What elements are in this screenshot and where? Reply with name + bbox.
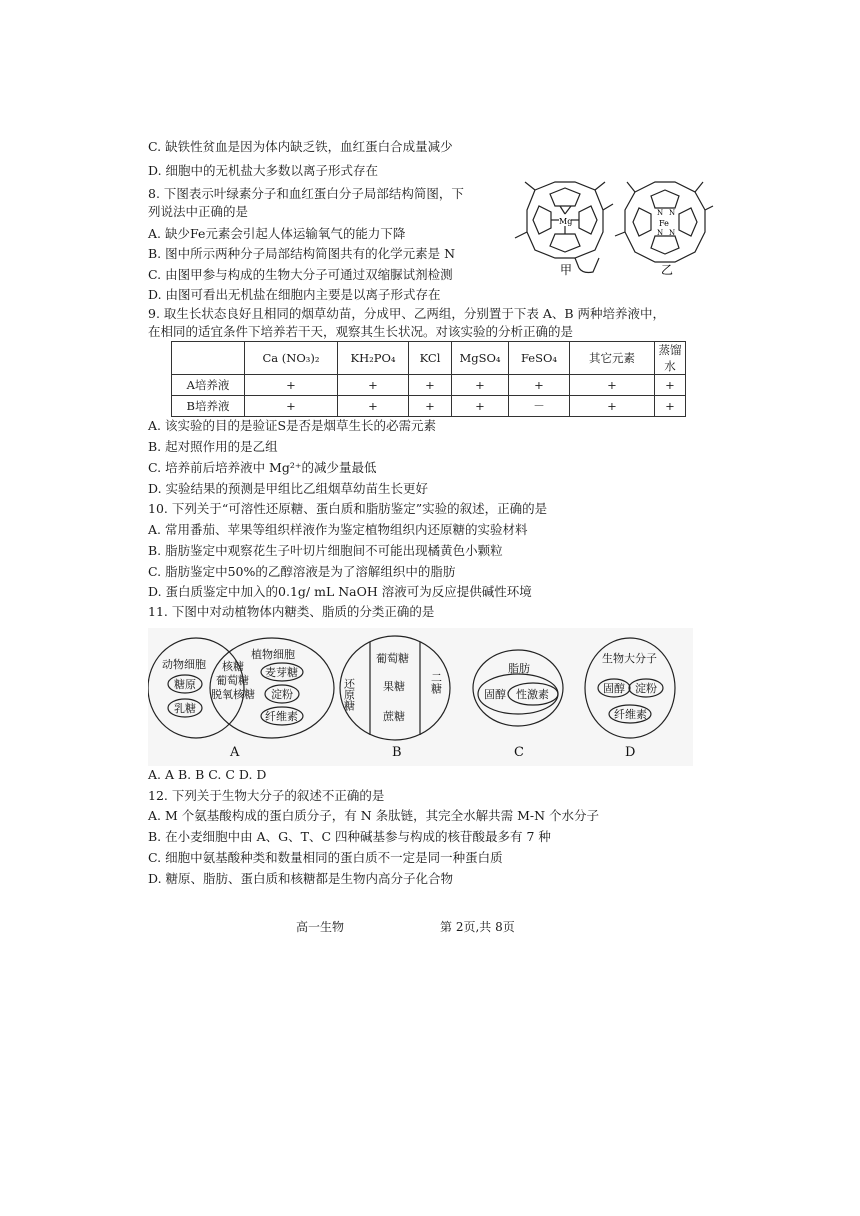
option-line: C. 缺铁性贫血是因为体内缺乏铁，血红蛋白合成量减少 (148, 139, 453, 154)
overlap-item: 葡萄糖 (216, 674, 249, 687)
q12-option-b: B. 在小麦细胞中由 A、G、T、C 四种碱基参与构成的核苷酸最多有 7 种 (148, 829, 551, 844)
nutrient-table (171, 341, 686, 417)
question-11-stem: 11. 下图中对动植物体内糖类、脂质的分类正确的是 (148, 604, 435, 619)
table-header-cell: MgSO₄ (452, 342, 509, 375)
diagram-letter: C (514, 745, 524, 760)
question-9-stem-cont: 在相同的适宜条件下培养若干天，观察其生长状况。对该实验的分析正确的是 (148, 324, 574, 339)
table-cell: + (338, 396, 409, 417)
table-cell: + (570, 375, 655, 396)
d-item: 固醇 (603, 682, 625, 695)
q8-option-a: A. 缺少Fe元素会引起人体运输氧气的能力下降 (148, 226, 406, 241)
animal-item: 乳糖 (174, 702, 196, 715)
label-plant-cell: 植物细胞 (251, 648, 295, 661)
label-macromolecule: 生物大分子 (602, 652, 657, 665)
q12-option-c: C. 细胞中氨基酸种类和数量相同的蛋白质不一定是同一种蛋白质 (148, 850, 503, 865)
table-header-cell: FeSO₄ (509, 342, 570, 375)
table-header-cell: KH₂PO₄ (338, 342, 409, 375)
b-item: 果糖 (383, 680, 405, 693)
label-fat: 脂肪 (508, 662, 530, 675)
label-sex-hormone: 性激素 (516, 688, 549, 701)
q12-option-a: A. M 个氨基酸构成的蛋白质分子，有 N 条肽链，其完全水解共需 M-N 个水分子 (148, 808, 600, 823)
q10-option-c: C. 脂肪鉴定中50%的乙醇溶液是为了溶解组织中的脂肪 (148, 564, 456, 579)
b-item: 葡萄糖 (376, 652, 409, 665)
q8-option-b: B. 图中所示两种分子局部结构简图共有的化学元素是 N (148, 246, 456, 261)
q9-option-a: A. 该实验的目的是验证S是否是烟草生长的必需元素 (148, 418, 437, 433)
q9-option-b: B. 起对照作用的是乙组 (148, 439, 278, 454)
b-item: 蔗糖 (383, 710, 405, 723)
table-row (172, 396, 686, 417)
table-header-row (172, 342, 686, 375)
table-cell: + (570, 396, 655, 417)
chlorophyll-structure (515, 182, 613, 273)
table-cell: A培养液 (172, 375, 245, 396)
overlap-item: 脱氧核糖 (211, 688, 255, 701)
animal-item: 糖原 (174, 678, 196, 691)
footer-page-number: 第 2页,共 8页 (440, 920, 515, 934)
table-cell: + (338, 375, 409, 396)
label-jia: 甲 (560, 263, 573, 277)
diagram-letter: B (392, 745, 402, 760)
table-header-cell: 蒸馏水 (655, 342, 686, 375)
q11-options: A. A B. B C. C D. D (148, 767, 267, 782)
table-cell: + (452, 375, 509, 396)
table-cell: + (245, 396, 338, 417)
table-cell: + (452, 396, 509, 417)
q8-option-d: D. 由图可看出无机盐在细胞内主要是以离子形式存在 (148, 287, 441, 302)
label-reducing-sugar: 还原糖 (342, 678, 356, 711)
label-animal-cell: 动物细胞 (162, 658, 206, 671)
table-header-cell: 其它元素 (570, 342, 655, 375)
mg-atom: Mg (559, 217, 573, 226)
table-cell: + (655, 396, 686, 417)
plant-item: 纤维素 (265, 710, 298, 723)
table-cell: B培养液 (172, 396, 245, 417)
n-atom: N (669, 229, 676, 237)
n-atom: N (657, 229, 664, 237)
q10-option-d: D. 蛋白质鉴定中加入的0.1g/ mL NaOH 溶液可为反应提供碱性环境 (148, 584, 532, 599)
d-item: 纤维素 (614, 708, 647, 721)
question-8-stem: 8. 下图表示叶绿素分子和血红蛋白分子局部结构简图，下 (148, 186, 464, 201)
table-cell: + (655, 375, 686, 396)
overlap-item: 核糖 (222, 660, 244, 673)
q9-option-d: D. 实验结果的预测是甲组比乙组烟草幼苗生长更好 (148, 481, 429, 496)
question-12-stem: 12. 下列关于生物大分子的叙述不正确的是 (148, 788, 385, 803)
table-cell: + (409, 375, 452, 396)
classification-diagrams (148, 628, 693, 766)
question-8-stem-cont: 列说法中正确的是 (148, 204, 249, 219)
q12-option-d: D. 糖原、脂肪、蛋白质和核糖都是生物内高分子化合物 (148, 871, 454, 886)
label-sterol: 固醇 (484, 688, 506, 701)
table-cell: + (509, 375, 570, 396)
table-header-cell: Ca (NO₃)₂ (245, 342, 338, 375)
table-header-cell (172, 342, 245, 375)
n-atom: N (669, 209, 676, 217)
footer-subject: 高一生物 (296, 920, 345, 934)
question-9-stem: 9. 取生长状态良好且相同的烟草幼苗，分成甲、乙两组，分别置于下表 A、B 两种培养液中， (148, 306, 666, 321)
plant-item: 淀粉 (271, 688, 293, 701)
plant-item: 麦芽糖 (265, 666, 298, 679)
option-line: D. 细胞中的无机盐大多数以离子形式存在 (148, 163, 379, 178)
table-cell: + (409, 396, 452, 417)
table-header-cell: KCl (409, 342, 452, 375)
d-item: 淀粉 (635, 682, 657, 695)
diagram-letter: D (625, 745, 636, 760)
n-atom: N (657, 209, 664, 217)
fe-atom: Fe (659, 219, 669, 228)
table-cell: + (245, 375, 338, 396)
table-row (172, 375, 686, 396)
table-cell: － (509, 396, 570, 417)
molecule-diagram (505, 170, 715, 282)
diagram-letter: A (230, 745, 240, 760)
q9-option-c: C. 培养前后培养液中 Mg²⁺的减少量最低 (148, 460, 377, 475)
q10-option-b: B. 脂肪鉴定中观察花生子叶切片细胞间不可能出现橘黄色小颗粒 (148, 543, 503, 558)
question-10-stem: 10. 下列关于“可溶性还原糖、蛋白质和脂肪鉴定”实验的叙述，正确的是 (148, 501, 548, 516)
q10-option-a: A. 常用番茄、苹果等组织样液作为鉴定植物组织内还原糖的实验材料 (148, 522, 528, 537)
label-yi: 乙 (661, 263, 674, 277)
label-disaccharide: 二糖 (429, 672, 443, 694)
q8-option-c: C. 由图甲参与构成的生物大分子可通过双缩脲试剂检测 (148, 267, 453, 282)
